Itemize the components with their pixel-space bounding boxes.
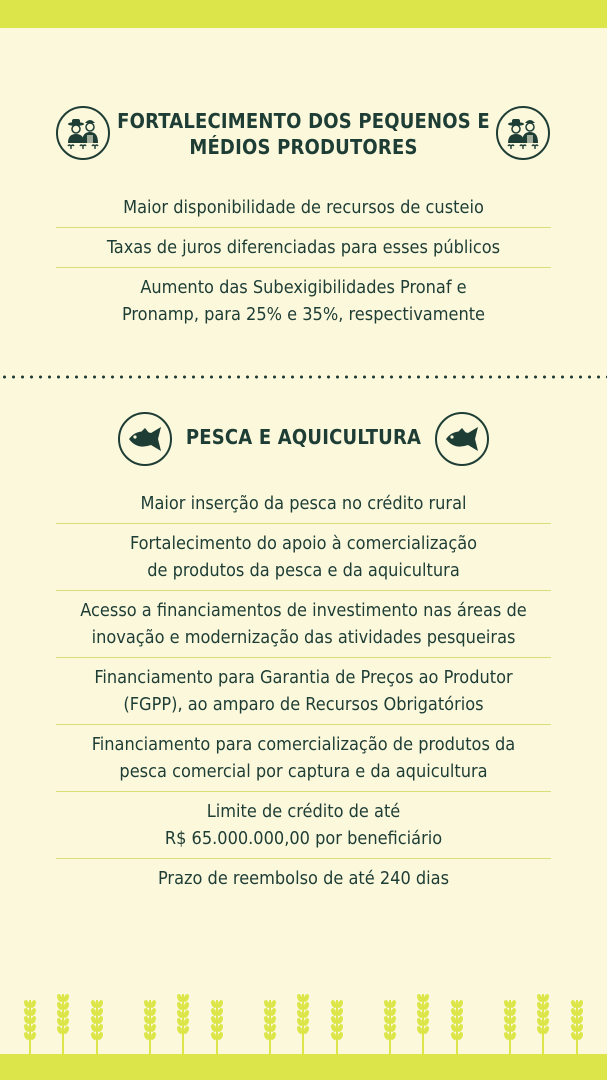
farmers-icon bbox=[496, 106, 550, 160]
list-item: Prazo de reembolso de até 240 dias bbox=[157, 868, 450, 889]
wheat-decoration-icon bbox=[0, 990, 607, 1054]
fish-icon bbox=[118, 412, 172, 466]
list-item: Financiamento para comercialização de produtos da pesca comercial por captura e da aquicultura bbox=[56, 725, 551, 792]
list-item: Aumento das Subexigibilidades Pronaf e Pronamp, para 25% e 35%, respectivamente bbox=[121, 277, 486, 325]
list-item: Maior inserção da pesca no crédito rural bbox=[56, 484, 551, 524]
list-item: Fortalecimento do apoio à comercialização de produtos da pesca e da aquicultura bbox=[56, 524, 551, 591]
section-header-fishing bbox=[0, 424, 607, 450]
section-title: PESCA E AQUICULTURA bbox=[185, 425, 422, 449]
list-item: Maior disponibilidade de recursos de custeio bbox=[56, 188, 551, 228]
list-item: Limite de crédito de até R$ 65.000.000,00 por beneficiário bbox=[56, 792, 551, 859]
farmers-icon bbox=[56, 106, 110, 160]
dotted-divider bbox=[0, 375, 607, 379]
section-title: FORTALECIMENTO DOS PEQUENOS E MÉDIOS PRODUTORES bbox=[117, 109, 490, 159]
producers-benefits-list bbox=[56, 188, 551, 334]
list-item: Acesso a financiamentos de investimento nas áreas de inovação e modernização das atividades pesqueiras bbox=[56, 591, 551, 658]
fishing-benefits-list bbox=[56, 484, 551, 898]
section-header-producers bbox=[0, 108, 607, 160]
bottom-band bbox=[0, 1054, 607, 1080]
list-item: Taxas de juros diferenciadas para esses públicos bbox=[56, 228, 551, 268]
fish-icon bbox=[435, 412, 489, 466]
top-band bbox=[0, 0, 607, 28]
list-item: Financiamento para Garantia de Preços ao Produtor (FGPP), ao amparo de Recursos Obrigatórios bbox=[56, 658, 551, 725]
